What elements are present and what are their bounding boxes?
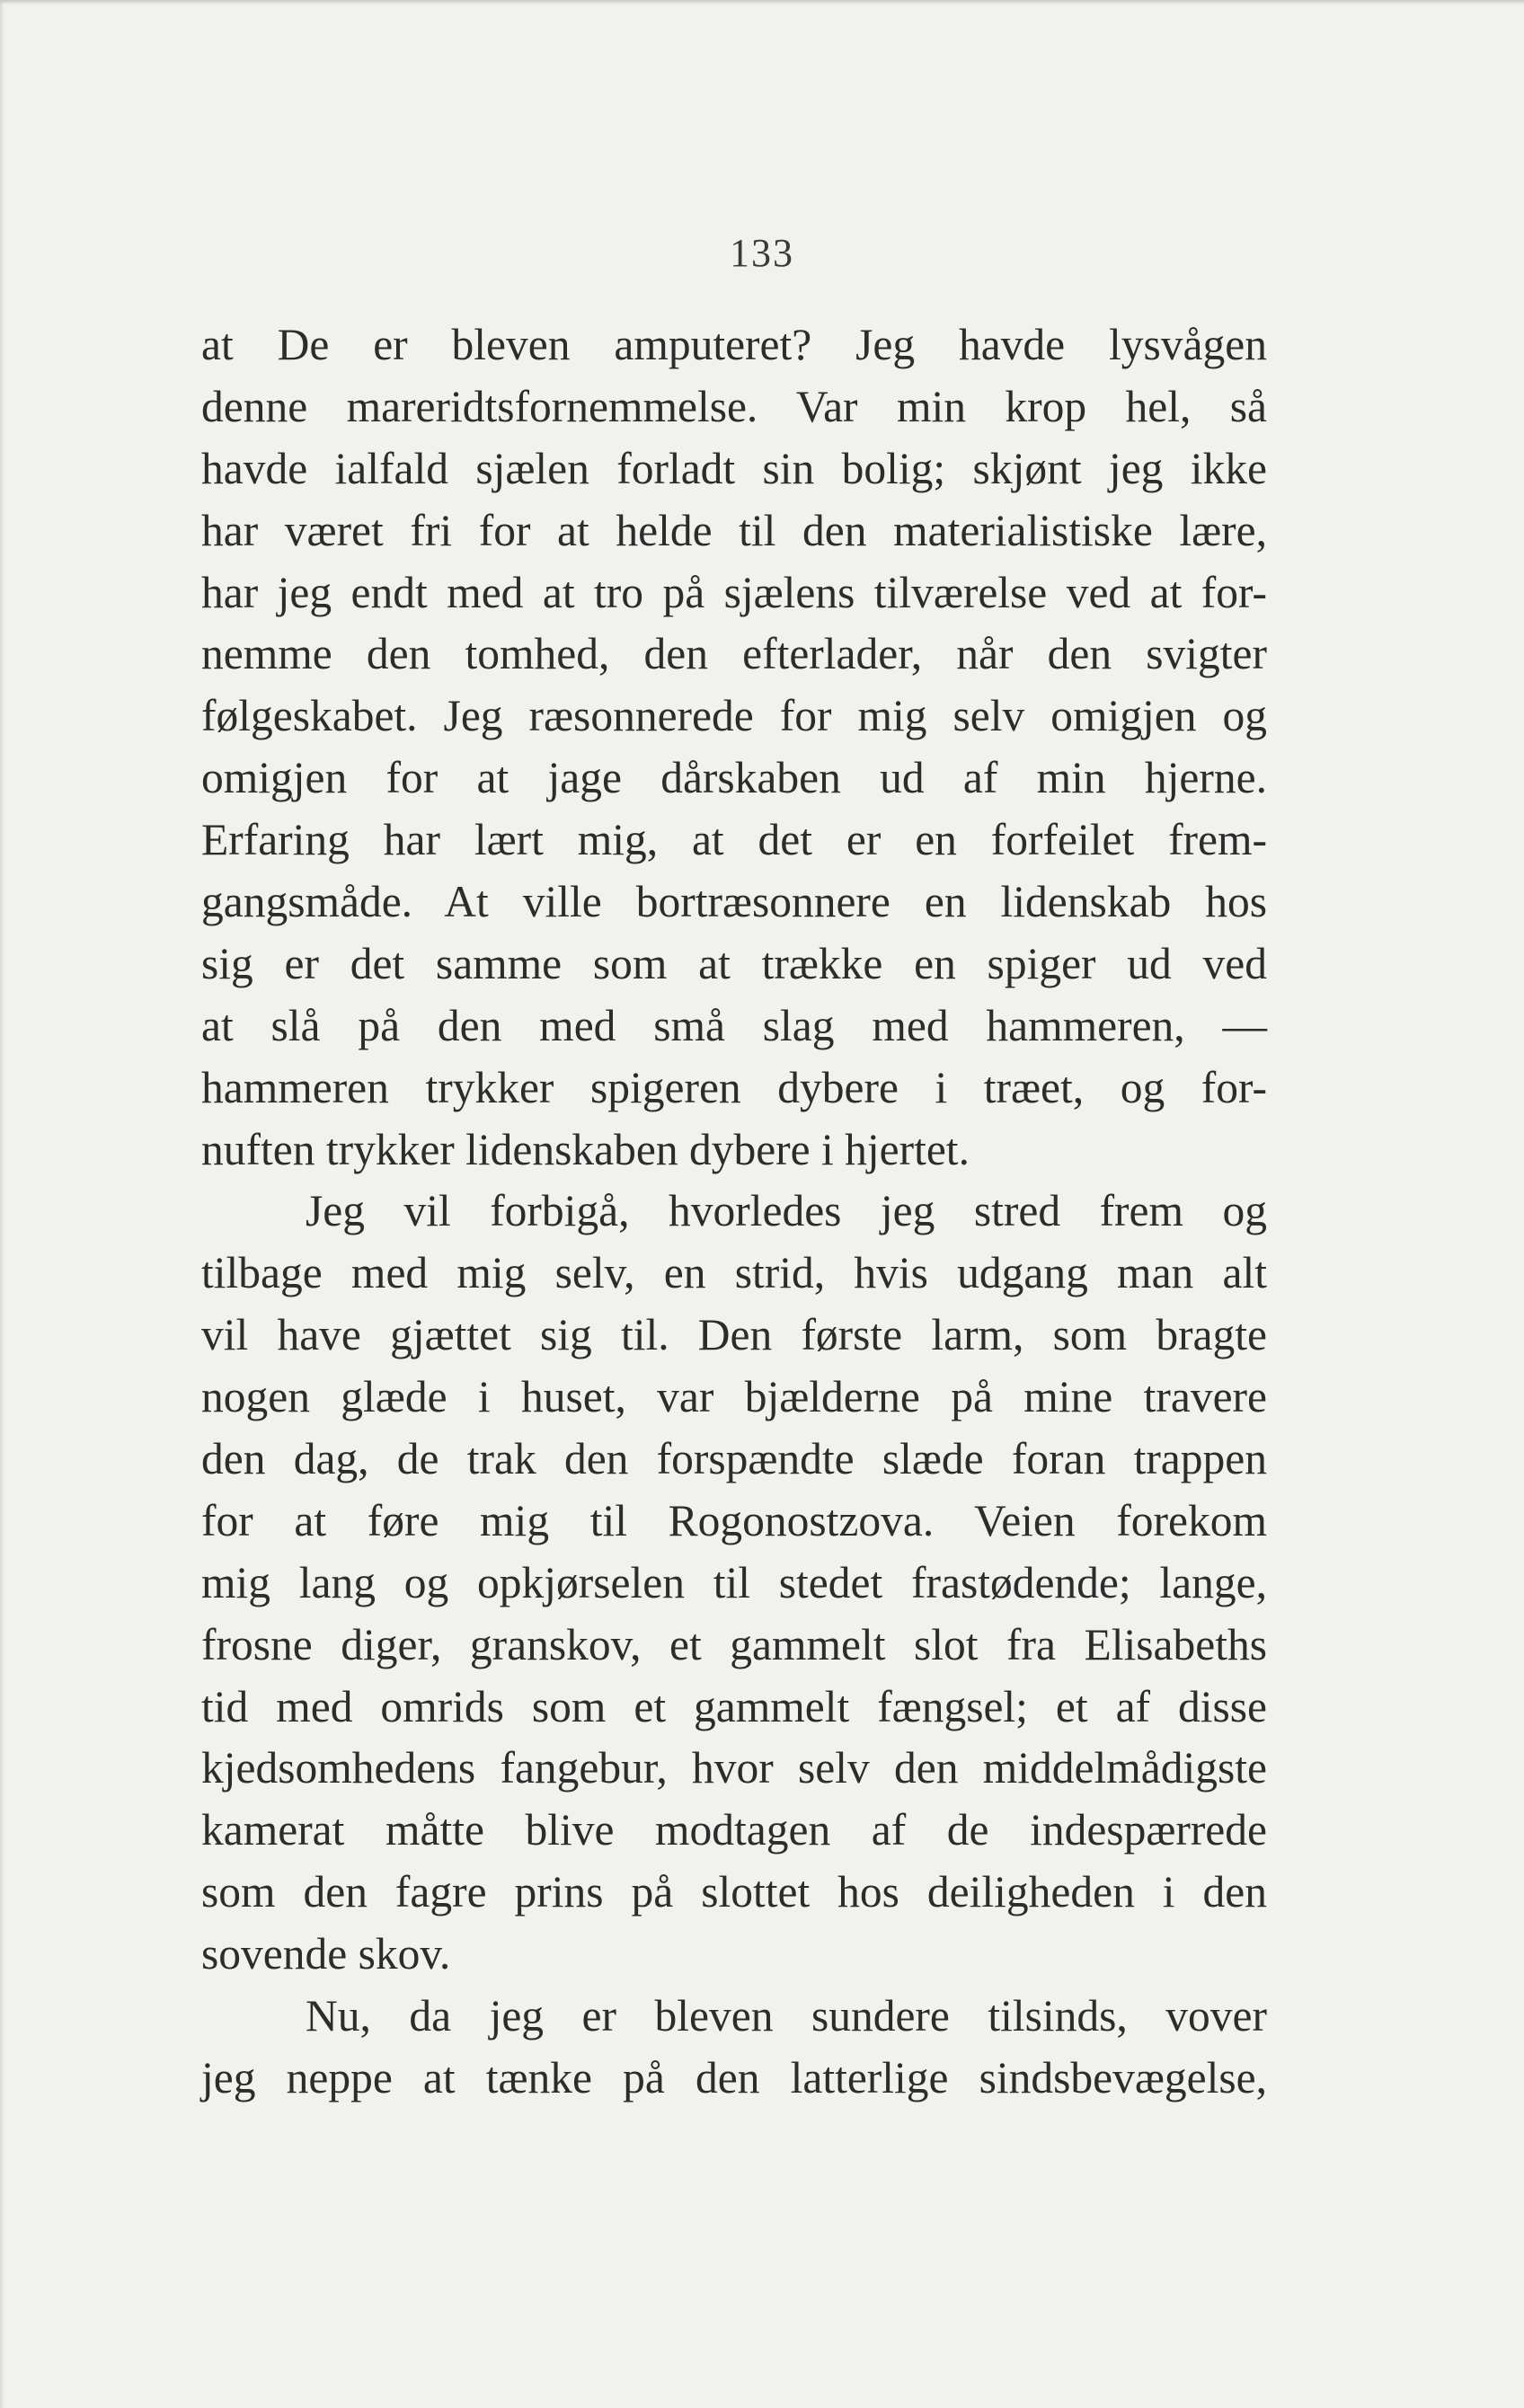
text-line: at De er bleven amputeret? Jeg havde lysvågen xyxy=(201,320,1267,369)
page-number: 133 xyxy=(730,231,794,275)
text-line: sig er det samme som at trække en spiger ud ved xyxy=(201,938,1267,988)
text-line: hammeren trykker spigeren dybere i træet, og for- xyxy=(201,1062,1267,1112)
text-line: har jeg endt med at tro på sjælens tilværelse ved at for- xyxy=(201,567,1267,617)
body-text xyxy=(201,314,1267,2110)
paragraph-start-line: Jeg vil forbigå, hvorledes jeg stred frem og xyxy=(306,1186,1267,1236)
text-line: kamerat måtte blive modtagen af de indespærrede xyxy=(201,1805,1267,1855)
text-line: gangsmåde. At ville bortræsonnere en lidenskab hos xyxy=(201,877,1267,927)
text-line: nemme den tomhed, den efterlader, når den svigter xyxy=(201,629,1267,679)
text-line: mig lang og opkjørselen til stedet frastødende; lange, xyxy=(201,1557,1267,1607)
paragraph-end-line: sovende skov. xyxy=(201,1929,451,1979)
text-line: som den fagre prins på slottet hos deiligheden i den xyxy=(201,1867,1267,1917)
text-line: vil have gjættet sig til. Den første larm, som bragte xyxy=(201,1310,1267,1360)
text-line: frosne diger, granskov, et gammelt slot fra Elisabeths xyxy=(201,1619,1267,1669)
text-line: denne mareridtsfornemmelse. Var min krop hel, så xyxy=(201,381,1267,431)
text-line: har været fri for at helde til den materialistiske lære, xyxy=(201,505,1267,555)
text-line: omigjen for at jage dårskaben ud af min hjerne. xyxy=(201,753,1267,803)
text-line: Erfaring har lært mig, at det er en forfeilet frem- xyxy=(201,815,1267,865)
page-top-edge xyxy=(0,0,1524,4)
text-line: for at føre mig til Rogonostzova. Veien forekom xyxy=(201,1495,1267,1545)
text-line: følgeskabet. Jeg ræsonnerede for mig selv omigjen og xyxy=(201,691,1267,741)
paragraph-start-line: Nu, da jeg er bleven sundere tilsinds, vover xyxy=(306,1991,1267,2041)
text-line: kjedsomhedens fangebur, hvor selv den middelmådigste xyxy=(201,1743,1267,1793)
text-line: at slå på den med små slag med hammeren, — xyxy=(201,1000,1267,1050)
text-line: nogen glæde i huset, var bjælderne på mine travere xyxy=(201,1372,1267,1422)
text-line: den dag, de trak den forspændte slæde foran trappen xyxy=(201,1434,1267,1484)
text-line: tid med omrids som et gammelt fængsel; et af disse xyxy=(201,1681,1267,1731)
text-line: jeg neppe at tænke på den latterlige sindsbevægelse, xyxy=(201,2052,1267,2103)
text-line: tilbage med mig selv, en strid, hvis udgang man alt xyxy=(201,1248,1267,1298)
paragraph-end-line: nuften trykker lidenskaben dybere i hjertet. xyxy=(201,1124,970,1174)
page-edge-shadow xyxy=(0,0,4,2408)
text-line: havde ialfald sjælen forladt sin bolig; skjønt jeg ikke xyxy=(201,443,1267,493)
